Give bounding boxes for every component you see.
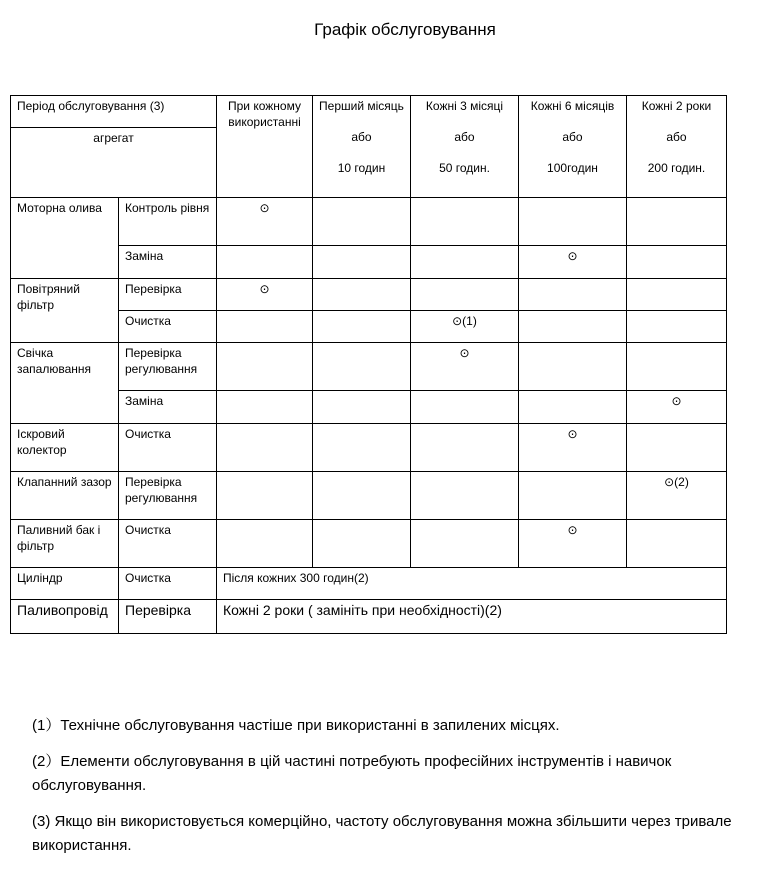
action-cell: Перевірка регулювання [119,472,217,520]
schedule-mark [313,311,411,343]
schedule-mark [217,343,313,391]
schedule-mark [217,424,313,472]
schedule-mark [519,279,627,311]
table-row [11,600,727,634]
table-row [11,391,727,424]
table-row [11,311,727,343]
table-row [11,198,727,246]
schedule-mark [411,279,519,311]
schedule-mark [313,198,411,246]
header-row [11,96,727,128]
schedule-mark [519,311,627,343]
schedule-mark: ⊙ [217,279,313,311]
schedule-mark [313,472,411,520]
schedule-mark [627,246,727,279]
unit-cell: Клапанний зазор [11,472,119,520]
schedule-note: Після кожних 300 годин(2) [217,568,727,600]
schedule-mark [411,520,519,568]
schedule-mark: ⊙ [519,246,627,279]
schedule-mark [313,343,411,391]
schedule-mark [217,520,313,568]
schedule-mark [313,246,411,279]
schedule-mark: ⊙ [627,391,727,424]
schedule-mark [411,424,519,472]
unit-cell: Свічка запалювання [11,343,119,424]
column-header: При кожному використанні [217,96,313,198]
schedule-mark [217,472,313,520]
action-cell: Перевірка регулювання [119,343,217,391]
footnote: (2）Елементи обслуговування в цій частині потребують професійних інструментів і навичок обслуговування. [32,753,672,794]
action-cell: Заміна [119,246,217,279]
schedule-mark: ⊙ [519,520,627,568]
schedule-mark [627,424,727,472]
unit-cell: Паливопровід [11,600,119,634]
schedule-mark [313,391,411,424]
schedule-note: Кожні 2 роки ( замініть при необхідності)(2) [217,600,727,634]
schedule-mark [313,520,411,568]
unit-cell: Повітряний фільтр [11,279,119,343]
action-cell: Очистка [119,424,217,472]
action-cell: Перевірка [119,600,217,634]
table-row [11,424,727,472]
table-row [11,520,727,568]
schedule-mark [411,472,519,520]
table-row [11,246,727,279]
schedule-mark [313,424,411,472]
table-row [11,343,727,391]
unit-cell: Паливний бак і фільтр [11,520,119,568]
schedule-mark [411,246,519,279]
footnote: (1）Технічне обслуговування частіше при використанні в запилених місцях. [32,717,560,734]
unit-cell: Циліндр [11,568,119,600]
unit-cell: Моторна олива [11,198,119,279]
page-title: Графік обслуговування [314,20,496,39]
schedule-mark [519,391,627,424]
schedule-mark [217,311,313,343]
schedule-mark: ⊙ [411,343,519,391]
unit-cell: Іскровий колектор [11,424,119,472]
schedule-mark [411,198,519,246]
action-cell: Очистка [119,520,217,568]
schedule-mark [627,198,727,246]
schedule-mark [217,246,313,279]
action-cell: Перевірка [119,279,217,311]
schedule-mark [519,198,627,246]
schedule-mark [627,311,727,343]
maintenance-schedule-table [10,95,727,634]
footnotes [32,714,757,870]
schedule-mark [411,391,519,424]
schedule-mark [627,520,727,568]
table-row [11,279,727,311]
schedule-mark [519,472,627,520]
action-cell: Заміна [119,391,217,424]
column-header: Кожні 2 роки або 200 годин. [627,96,727,198]
action-cell: Очистка [119,311,217,343]
schedule-mark: ⊙ [217,198,313,246]
footnote: (3) Якщо він використовується комерційно, частоту обслуговування можна збільшити через тривале використання. [32,813,732,854]
schedule-mark: ⊙ [519,424,627,472]
column-header: Перший місяць або 10 годин [313,96,411,198]
table-row [11,472,727,520]
column-header: Кожні 3 місяці або 50 годин. [411,96,519,198]
schedule-mark: ⊙(1) [411,311,519,343]
unit-header: агрегат [11,128,217,198]
period-header: Період обслуговування (3) [11,96,217,128]
action-cell: Контроль рівня [119,198,217,246]
schedule-mark [217,391,313,424]
schedule-mark: ⊙(2) [627,472,727,520]
schedule-mark [627,279,727,311]
schedule-mark [519,343,627,391]
schedule-mark [313,279,411,311]
schedule-mark [627,343,727,391]
column-header: Кожні 6 місяців або 100годин [519,96,627,198]
table-row [11,568,727,600]
action-cell: Очистка [119,568,217,600]
